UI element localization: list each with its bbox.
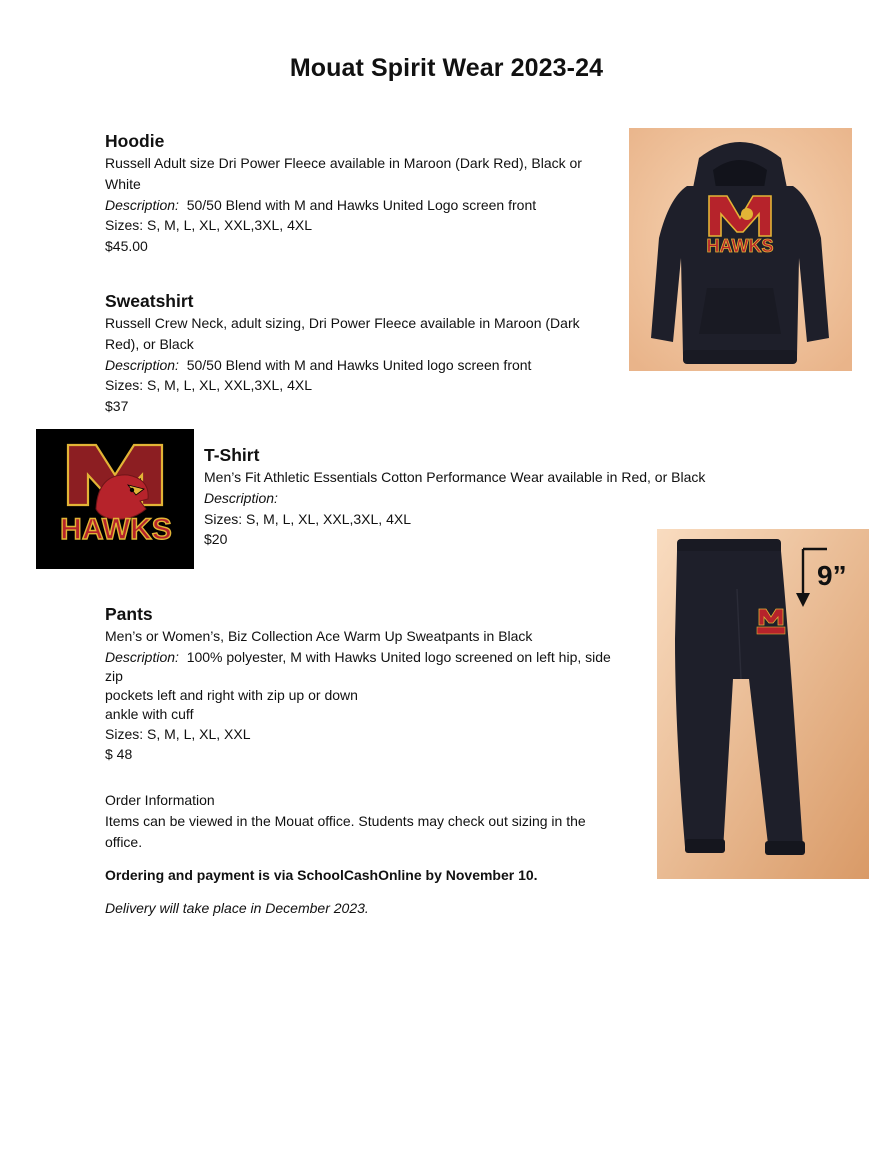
- page-title: Mouat Spirit Wear 2023-24: [289, 54, 604, 82]
- hoodie-price: $45.00: [105, 238, 148, 255]
- description-label: Description:: [105, 196, 179, 213]
- pants-description-line: pockets left and right with zip up or down: [105, 686, 358, 703]
- pants-photo: [657, 529, 869, 879]
- sweatshirt-description-line: Red), or Black: [105, 335, 194, 352]
- delivery-text: Delivery will take place in December 2023.: [105, 900, 369, 916]
- sweatshirt-heading: Sweatshirt: [105, 291, 194, 311]
- description-text: 100% polyester, M with Hawks United logo screened on left hip, side: [186, 648, 611, 665]
- pants-description: [105, 647, 611, 668]
- pants-description-line: zip: [105, 667, 123, 684]
- sweatshirt-description-line: Russell Crew Neck, adult sizing, Dri Power Fleece available in Maroon (Dark: [105, 315, 580, 331]
- description-label: Description:: [105, 648, 179, 665]
- pants-description-line: Men’s or Women’s, Biz Collection Ace Warm Up Sweatpants in Black: [105, 628, 533, 644]
- hoodie-description-line: White: [105, 175, 141, 192]
- pants-price: $ 48: [105, 746, 133, 763]
- order-info-line: office.: [105, 833, 143, 850]
- logo-word: HAWKS: [60, 513, 172, 546]
- tshirt-description-line: Men’s Fit Athletic Essentials Cotton Performance Wear available in Red, or Black: [204, 469, 706, 485]
- hoodie-heading: Hoodie: [105, 131, 165, 151]
- sweatshirt-description: [105, 355, 580, 376]
- pants-heading: Pants: [105, 604, 153, 624]
- hawks-logo: [36, 429, 194, 569]
- tshirt-description-label: Description:: [204, 489, 278, 506]
- measure-label: 9”: [817, 560, 847, 591]
- description-label: Description:: [105, 356, 179, 373]
- pants-description-line: ankle with cuff: [105, 706, 194, 723]
- tshirt-heading: T-Shirt: [204, 445, 260, 465]
- sweatshirt-section: [105, 290, 580, 417]
- tshirt-section: [204, 444, 705, 550]
- payment-text: Ordering and payment is via SchoolCashOnline by November 10.: [105, 867, 538, 883]
- hoodie-logo-word: HAWKS: [706, 236, 774, 256]
- pants-section: [105, 603, 611, 765]
- hawks-logo-image: [36, 429, 194, 569]
- pants-illustration: [657, 529, 869, 879]
- hoodie-description: [105, 195, 582, 216]
- tshirt-sizes: Sizes: S, M, L, XL, XXL,3XL, 4XL: [204, 510, 411, 527]
- order-info-section: [105, 790, 586, 852]
- order-info-line: Items can be viewed in the Mouat office. Students may check out sizing in the: [105, 812, 586, 829]
- hoodie-description-line: Russell Adult size Dri Power Fleece available in Maroon (Dark Red), Black or: [105, 155, 582, 171]
- sweatshirt-sizes: Sizes: S, M, L, XL, XXL,3XL, 4XL: [105, 377, 312, 394]
- sweatshirt-price: $37: [105, 398, 129, 415]
- tshirt-price: $20: [204, 531, 228, 548]
- description-text: 50/50 Blend with M and Hawks United logo screen front: [186, 356, 532, 373]
- hoodie-illustration: [629, 128, 852, 371]
- hoodie-section: [105, 130, 582, 257]
- delivery-note: [105, 898, 369, 919]
- hoodie-sizes: Sizes: S, M, L, XL, XXL,3XL, 4XL: [105, 217, 312, 234]
- pants-sizes: Sizes: S, M, L, XL, XXL: [105, 726, 251, 743]
- hoodie-photo: [629, 128, 852, 371]
- payment-note: [105, 865, 538, 886]
- description-text: 50/50 Blend with M and Hawks United Logo screen front: [186, 196, 537, 213]
- order-info-heading: Order Information: [105, 792, 215, 808]
